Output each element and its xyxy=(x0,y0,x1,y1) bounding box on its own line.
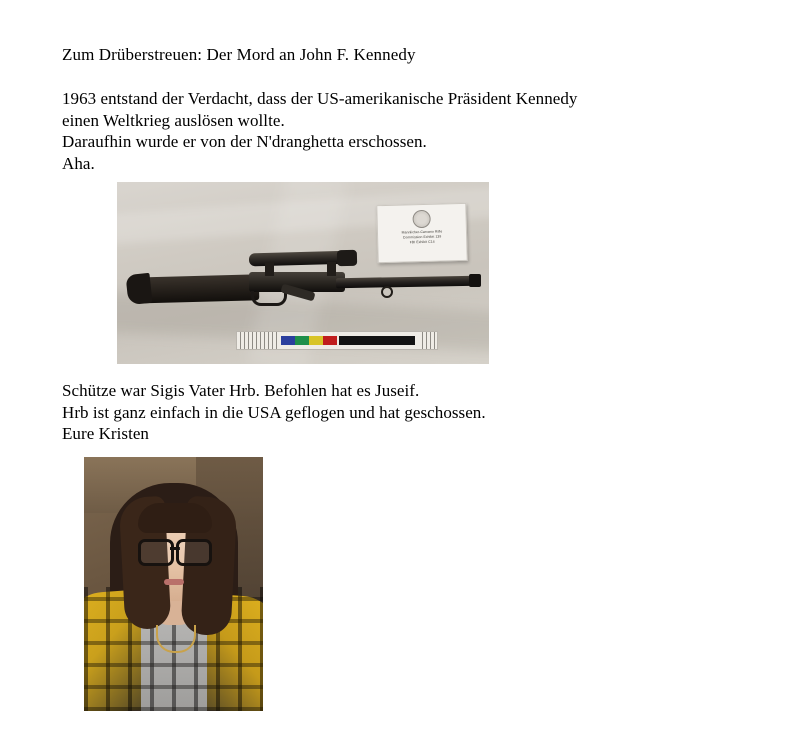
glasses-lens-left xyxy=(138,539,174,566)
paragraph-kennedy-suspicion xyxy=(62,88,762,174)
paragraph-line: Daraufhin wurde er von der N'dranghetta erschossen. xyxy=(62,132,427,151)
rifle-muzzle xyxy=(469,274,481,287)
lips xyxy=(164,579,184,585)
evidence-card-line: Commission Exhibit 139 xyxy=(402,234,442,240)
paragraph-shooter xyxy=(62,380,762,445)
paragraph-line: Aha. xyxy=(62,153,95,173)
necklace xyxy=(156,625,196,653)
color-swatch xyxy=(281,336,295,345)
ruler-markings xyxy=(419,332,437,349)
seal-icon xyxy=(412,210,430,228)
hair-fringe xyxy=(138,503,212,533)
rifle-sling-swivel xyxy=(381,286,393,298)
rifle-trigger-guard xyxy=(251,291,287,306)
ruler-markings xyxy=(237,332,279,349)
rifle-illustration xyxy=(131,250,475,310)
paragraph-line: Schütze war Sigis Vater Hrb. Befohlen hat es Juseif. xyxy=(62,381,420,400)
scale-black-bar xyxy=(339,336,415,345)
rifle-barrel xyxy=(336,276,478,288)
paragraph-line: 1963 entstand der Verdacht, dass der US-amerikanische Präsident Kennedy xyxy=(62,89,578,108)
color-swatch xyxy=(295,336,309,345)
glasses-icon xyxy=(138,539,212,561)
color-swatch xyxy=(309,336,323,345)
paragraph-line: einen Weltkrieg auslösen wollte. xyxy=(62,110,285,130)
rifle-scope-objective xyxy=(337,250,357,267)
color-swatches xyxy=(279,336,337,345)
paragraph-line: Hrb ist ganz einfach in die USA geflogen und hat geschossen. xyxy=(62,402,486,422)
evidence-card-line: Mannlicher-Carcano Rifle xyxy=(401,229,443,235)
glasses-lens-right xyxy=(176,539,212,566)
rifle-scope-mount xyxy=(327,262,336,276)
evidence-card-line: FBI Exhibit C14 xyxy=(409,239,435,245)
page-title: Zum Drüberstreuen: Der Mord an John F. Kennedy xyxy=(62,45,416,64)
rifle-scope-mount xyxy=(265,262,274,276)
color-swatch xyxy=(323,336,337,345)
paragraph-line: Eure Kristen xyxy=(62,424,149,443)
color-scale-bar xyxy=(236,331,438,350)
rifle-photo xyxy=(117,182,489,364)
document-content xyxy=(62,44,762,727)
portrait-photo xyxy=(84,457,263,711)
